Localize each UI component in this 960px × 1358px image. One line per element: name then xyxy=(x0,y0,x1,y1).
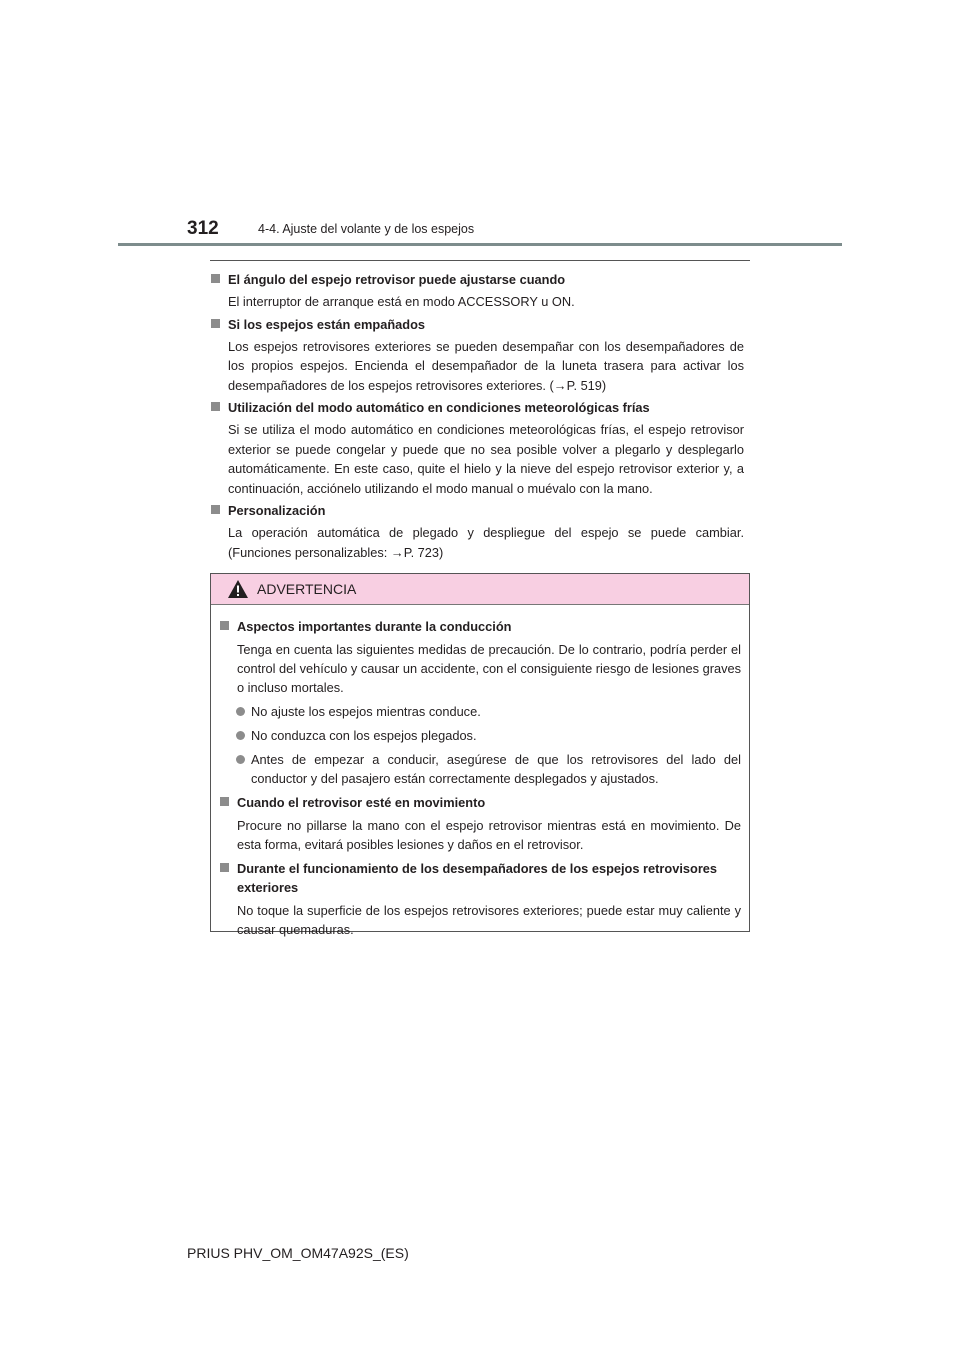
item-body: La operación automática de plegado y despliegue del espejo se puede cambiar. (Funciones personalizables: →P. 723) xyxy=(228,525,744,560)
warning-item-title: Aspectos importantes durante la conducción xyxy=(237,619,512,634)
main-content xyxy=(210,270,744,565)
square-bullet-icon xyxy=(220,621,229,630)
square-bullet-icon xyxy=(220,863,229,872)
warning-item xyxy=(219,617,741,788)
square-bullet-icon xyxy=(211,505,220,514)
warning-triangle-icon xyxy=(227,579,249,599)
warning-item xyxy=(219,793,741,854)
warning-box xyxy=(210,573,750,937)
bullet-text: No ajuste los espejos mientras conduce. xyxy=(251,704,481,719)
round-bullet-icon xyxy=(236,707,245,716)
info-item xyxy=(210,501,744,562)
round-bullet-icon xyxy=(236,755,245,764)
section-header: 4-4. Ajuste del volante y de los espejos xyxy=(258,222,475,236)
warning-item-title: Durante el funcionamiento de los desempañadores de los espejos retrovisores exteriores xyxy=(237,861,718,895)
warning-header xyxy=(211,574,749,605)
item-body: El interruptor de arranque está en modo ACCESSORY u ON. xyxy=(228,294,575,309)
item-title: Utilización del modo automático en condiciones meteorológicas frías xyxy=(228,400,650,415)
document-code: PRIUS PHV_OM_OM47A92S_(ES) xyxy=(187,1245,409,1261)
warning-body xyxy=(211,605,749,939)
round-bullet-icon xyxy=(236,731,245,740)
warning-item-text: No toque la superficie de los espejos retrovisores exteriores; puede estar muy caliente y causar quemaduras. xyxy=(237,903,741,937)
info-item xyxy=(210,315,744,396)
warning-item-text: Tenga en cuenta las siguientes medidas de precaución. De lo contrario, podría perder el control del vehículo y causar un accidente, con el consiguiente riesgo de lesiones graves o incluso mortales. xyxy=(237,642,741,695)
square-bullet-icon xyxy=(211,402,220,411)
warning-bullet xyxy=(219,702,741,721)
warning-item-title: Cuando el retrovisor esté en movimiento xyxy=(237,795,486,810)
square-bullet-icon xyxy=(211,274,220,283)
item-body: Si se utiliza el modo automático en condiciones meteorológicas frías, el espejo retrovisor exterior se puede congelar y puede que no sea posible volver a plegarlo y desplegarlo automáticamente. En este caso, quite el hielo y la nieve del espejo retrovisor exterior y, a continuación, acciónelo utilizando el modo manual o muévalo con la mano. xyxy=(228,422,744,496)
warning-title: ADVERTENCIA xyxy=(257,581,357,597)
info-item xyxy=(210,398,744,498)
warning-item-text: Procure no pillarse la mano con el espejo retrovisor mientras está en movimiento. De esta forma, evitará posibles lesiones y daños en el retrovisor. xyxy=(237,818,741,852)
warning-bullet xyxy=(219,726,741,745)
content-top-rule xyxy=(210,260,750,261)
warning-bullet xyxy=(219,750,741,788)
warning-item xyxy=(219,859,741,939)
item-title: Si los espejos están empañados xyxy=(228,316,426,332)
item-body: Los espejos retrovisores exteriores se pueden desempañar con los desempañadores de los propios espejos. Encienda el desempañador de la luneta trasera para activar los desempañadores de los espejos retrovisores exteriores. (→P. 519) xyxy=(228,338,744,393)
bullet-text: Antes de empezar a conducir, asegúrese de que los retrovisores del lado del conductor y del pasajero están correctamente desplegados y ajustados. xyxy=(251,752,741,786)
bullet-text: No conduzca con los espejos plegados. xyxy=(251,728,477,743)
page-number: 312 xyxy=(187,218,219,239)
info-item xyxy=(210,270,744,312)
header-rule xyxy=(118,243,842,246)
item-title: El ángulo del espejo retrovisor puede ajustarse cuando xyxy=(228,272,566,287)
item-title: Personalización xyxy=(228,503,326,518)
square-bullet-icon xyxy=(220,797,229,806)
square-bullet-icon xyxy=(211,319,220,328)
